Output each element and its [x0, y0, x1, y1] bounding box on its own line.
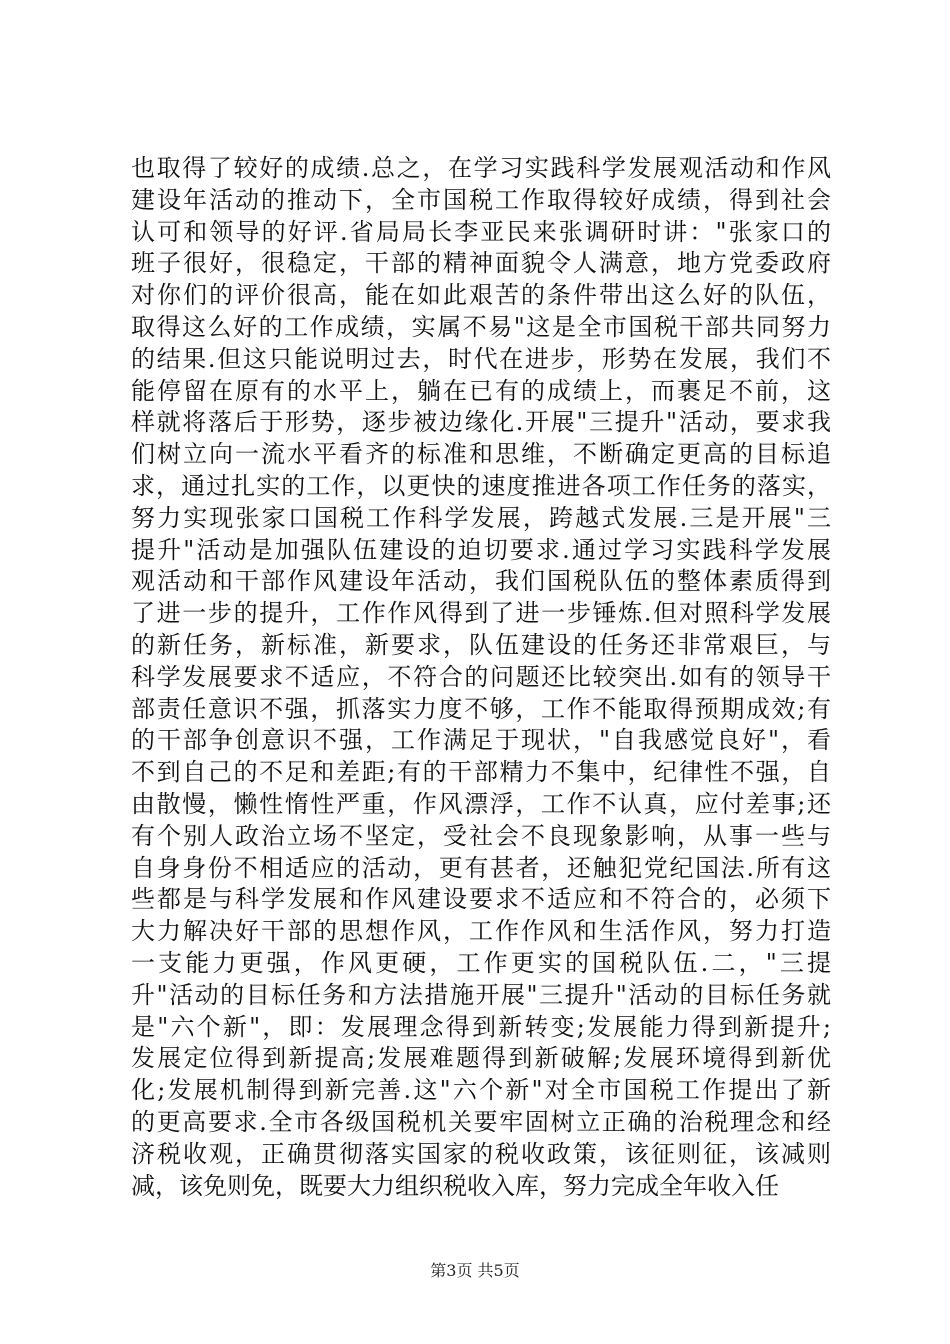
- text-line: 提升"活动是加强队伍建设的迫切要求.通过学习实践科学发展: [131, 535, 831, 564]
- text-line: 有个别人政治立场不坚定，受社会不良现象影响，从事一些与: [131, 821, 831, 850]
- text-line: 的干部争创意识不强，工作满足于现状，"自我感觉良好"，看: [131, 726, 831, 755]
- text-line: 样就将落后于形势，逐步被边缘化.开展"三提升"活动，要求我: [131, 408, 831, 437]
- text-line: 科学发展要求不适应，不符合的问题还比较突出.如有的领导干: [131, 662, 831, 691]
- text-line: 些都是与科学发展和作风建设要求不适应和不符合的，必须下: [131, 885, 831, 914]
- page-footer: 第3页 共5页: [430, 1261, 520, 1280]
- text-line: 努力实现张家口国税工作科学发展，跨越式发展.三是开展"三: [131, 503, 831, 532]
- text-line: 不到自己的不足和差距;有的干部精力不集中，纪律性不强，自: [131, 758, 831, 787]
- text-line: 部责任意识不强，抓落实力度不够，工作不能取得预期成效;有: [131, 694, 831, 723]
- text-line: 减，该免则免，既要大力组织税收入库，努力完成全年收入任: [131, 1171, 779, 1200]
- text-line: 班子很好，很稳定，干部的精神面貌令人满意，地方党委政府: [131, 249, 831, 278]
- text-line: 大力解决好干部的思想作风，工作作风和生活作风，努力打造: [131, 917, 831, 946]
- text-line: 是"六个新"，即：发展理念得到新转变;发展能力得到新提升;: [131, 1012, 831, 1041]
- text-line: 的结果.但这只能说明过去，时代在进步，形势在发展，我们不: [131, 344, 831, 373]
- text-line: 了进一步的提升，工作作风得到了进一步锤炼.但对照科学发展: [131, 599, 831, 628]
- text-line: 自身身份不相适应的活动，更有甚者，还触犯党纪国法.所有这: [131, 853, 831, 882]
- text-line: 发展定位得到新提高;发展难题得到新破解;发展环境得到新优: [131, 1044, 831, 1073]
- text-line: 观活动和干部作风建设年活动，我们国税队伍的整体素质得到: [131, 567, 831, 596]
- text-line: 也取得了较好的成绩.总之，在学习实践科学发展观活动和作风: [131, 154, 831, 182]
- text-line: 济税收观，正确贯彻落实国家的税收政策，该征则征，该减则: [131, 1139, 831, 1168]
- text-line: 取得这么好的工作成绩，实属不易"这是全市国税干部共同努力: [131, 312, 831, 341]
- text-line: 建设年活动的推动下，全市国税工作取得较好成绩，得到社会: [131, 185, 831, 214]
- body-text: [131, 153, 831, 1202]
- text-line: 升"活动的目标任务和方法措施开展"三提升"活动的目标任务就: [131, 980, 831, 1009]
- text-line: 由散慢，懒性惰性严重，作风漂浮，工作不认真，应付差事;还: [131, 789, 831, 818]
- text-line: 能停留在原有的水平上，躺在已有的成绩上，而裹足不前，这: [131, 376, 831, 405]
- text-line: 们树立向一流水平看齐的标准和思维，不断确定更高的目标追: [131, 440, 831, 469]
- text-line: 一支能力更强，作风更硬，工作更实的国税队伍.二，"三提: [131, 948, 831, 977]
- text-line: 对你们的评价很高，能在如此艰苦的条件带出这么好的队伍，: [131, 281, 831, 310]
- text-line: 的新任务，新标准，新要求，队伍建设的任务还非常艰巨，与: [131, 630, 831, 659]
- text-line: 认可和领导的好评.省局局长李亚民来张调研时讲："张家口的: [131, 217, 831, 246]
- text-line: 化;发展机制得到新完善.这"六个新"对全市国税工作提出了新: [131, 1076, 831, 1105]
- text-line: 求，通过扎实的工作，以更快的速度推进各项工作任务的落实，: [131, 471, 831, 500]
- text-line: 的更高要求.全市各级国税机关要牢固树立正确的治税理念和经: [131, 1107, 831, 1136]
